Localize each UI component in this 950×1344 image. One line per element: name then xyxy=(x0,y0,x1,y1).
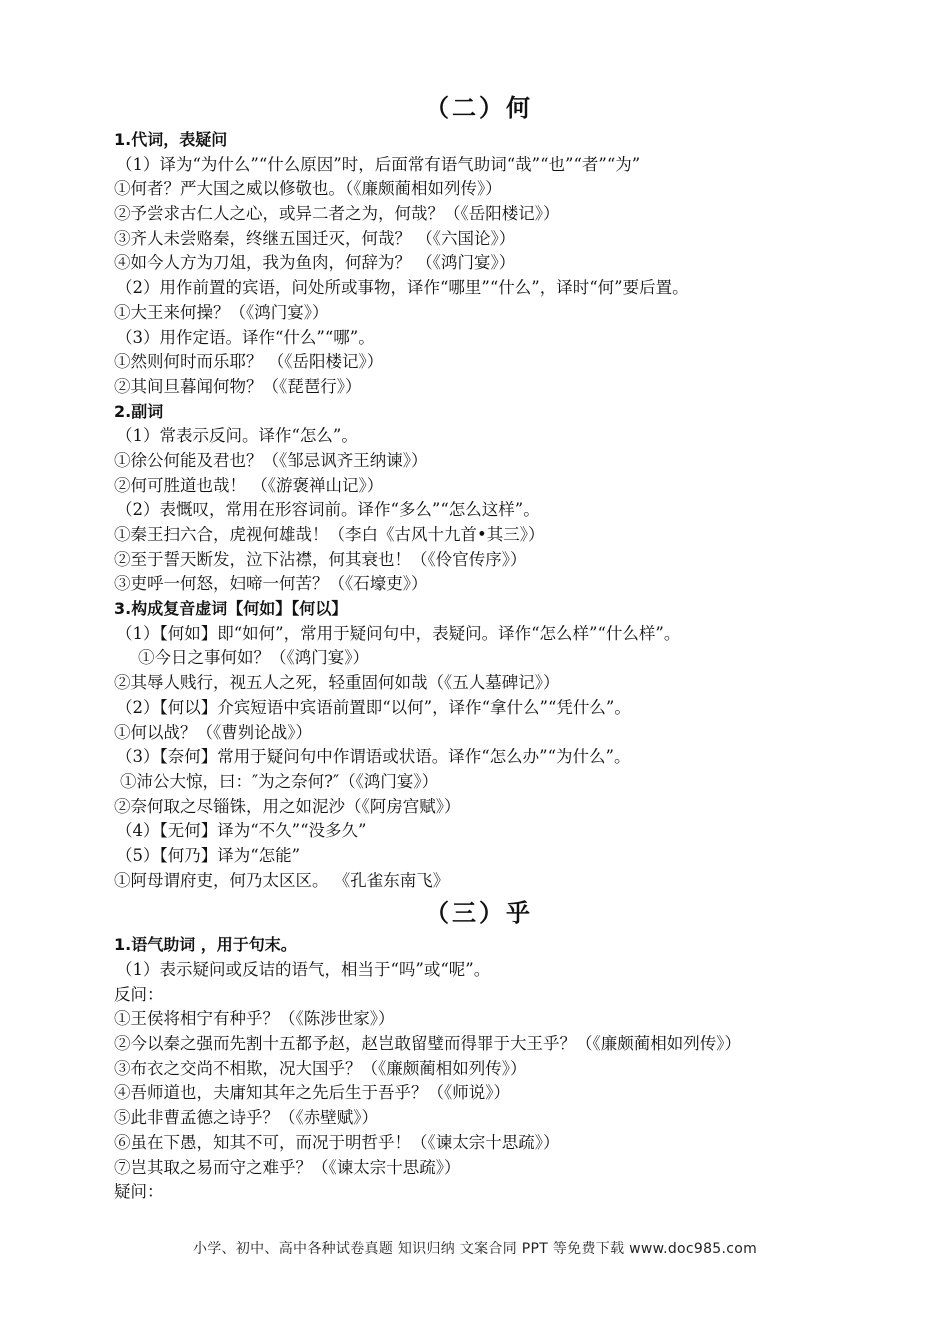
text-line: （1）常表示反问。译作“怎么”。 xyxy=(116,426,358,446)
text-line: ①何者？严大国之威以修敬也。（《廉颇蔺相如列传》） xyxy=(114,179,502,199)
section-title: （三）乎 xyxy=(425,898,533,928)
text-line: ①然则何时而乐耶？ （《岳阳楼记》） xyxy=(114,352,384,372)
text-line: ③齐人未尝赂秦，终继五国迁灭，何哉？ （《六国论》） xyxy=(114,228,516,248)
text-line: ②予尝求古仁人之心，或异二者之为，何哉？（《岳阳楼记》） xyxy=(114,204,560,224)
text-line: ①今日之事何如？（《鸿门宴》） xyxy=(138,648,369,668)
text-line: ⑥虽在下愚，知其不可，而况于明哲乎！（《谏太宗十思疏》） xyxy=(114,1132,560,1152)
text-line: ②其辱人贱行，视五人之死，轻重固何如哉（《五人墓碑记》） xyxy=(114,673,560,693)
page-footer: 小学、初中、高中各种试卷真题 知识归纳 文案合同 PPT 等免费下载 www.doc985.com xyxy=(192,1241,758,1257)
text-line: （2）表慨叹，常用在形容词前。译作“多么”“怎么这样”。 xyxy=(116,500,540,520)
text-line: ①阿母谓府吏，何乃太区区。 《孔雀东南飞》 xyxy=(114,870,450,890)
text-line: （1）表示疑问或反诘的语气，相当于“吗”或“呢”。 xyxy=(116,960,491,979)
text-line: ①徐公何能及君也？（《邹忌讽齐王纳谏》） xyxy=(114,450,428,470)
section-heading: 1.语气助词 ，用于句末。 xyxy=(114,935,297,955)
text-line: ③布衣之交尚不相欺，况大国乎？（《廉颇蔺相如列传》） xyxy=(114,1058,527,1078)
document-content xyxy=(114,88,844,1205)
text-line: （5）【何乃】译为“怎能” xyxy=(116,845,301,865)
text-line: （2）【何以】介宾短语中宾语前置即“以何”，译作“拿什么”“凭什么”。 xyxy=(116,697,631,717)
text-line: （3）用作定语。译作“什么”“哪”。 xyxy=(116,327,375,347)
text-line: ⑤此非曹孟德之诗乎？（《赤壁赋》） xyxy=(114,1108,378,1128)
text-line: 反问： xyxy=(114,984,164,1004)
text-line: ①大王来何操？（《鸿门宴》） xyxy=(114,302,329,322)
text-line: （3）【奈何】常用于疑问句中作谓语或状语。译作“怎么办”“为什么”。 xyxy=(116,747,631,767)
text-line: ①沛公大惊，曰：″为之奈何?″（《鸿门宴》） xyxy=(120,771,439,791)
text-line: ①王侯将相宁有种乎？（《陈涉世家》） xyxy=(114,1009,395,1029)
text-line: ②今以秦之强而先割十五都予赵，赵岂敢留璧而得罪于大王乎？（《廉颇蔺相如列传》） xyxy=(114,1034,741,1054)
section-heading: 3.构成复音虚词【何如】【何以】 xyxy=(114,599,348,619)
section-heading: 2.副词 xyxy=(114,401,164,421)
text-line: ④吾师道也，夫庸知其年之先后生于吾乎？（《师说》） xyxy=(114,1083,510,1103)
text-line: ②奈何取之尽锱铢，用之如泥沙（《阿房宫赋》） xyxy=(114,796,461,816)
text-line: （2）用作前置的宾语，问处所或事物，译作“哪里”“什么”，译时“何”要后置。 xyxy=(116,278,689,298)
text-line: ②何可胜道也哉！ （《游褒禅山记》） xyxy=(114,475,384,495)
text-line: （1）译为“为什么”“什么原因”时，后面常有语气助词“哉”“也”“者”“为” xyxy=(116,154,641,174)
text-line: ④如今人方为刀俎，我为鱼肉，何辞为？ （《鸿门宴》） xyxy=(114,253,516,273)
text-line: ①秦王扫六合，虎视何雄哉！（李白《古风十九首•其三》） xyxy=(114,525,545,544)
text-line: 疑问： xyxy=(114,1182,164,1202)
section-title: （二）何 xyxy=(425,93,533,122)
text-line: （4）【无何】译为“不久”“没多久” xyxy=(116,821,367,841)
text-line: ②至于誓天断发，泣下沾襟，何其衰也！（《伶官传序》） xyxy=(114,549,527,569)
text-line: ⑦岂其取之易而守之难乎？（《谏太宗十思疏》） xyxy=(114,1157,461,1177)
text-line: （1）【何如】即“如何”，常用于疑问句中，表疑问。译作“怎么样”“什么样”。 xyxy=(116,623,681,643)
text-line: ②其间旦暮闻何物？（《琵琶行》） xyxy=(114,376,362,396)
section-heading: 1.代词，表疑问 xyxy=(114,130,228,149)
text-line: ③吏呼一何怒，妇啼一何苦？（《石壕吏》） xyxy=(114,574,428,594)
text-line: ①何以战？（《曹刿论战》） xyxy=(114,722,312,742)
